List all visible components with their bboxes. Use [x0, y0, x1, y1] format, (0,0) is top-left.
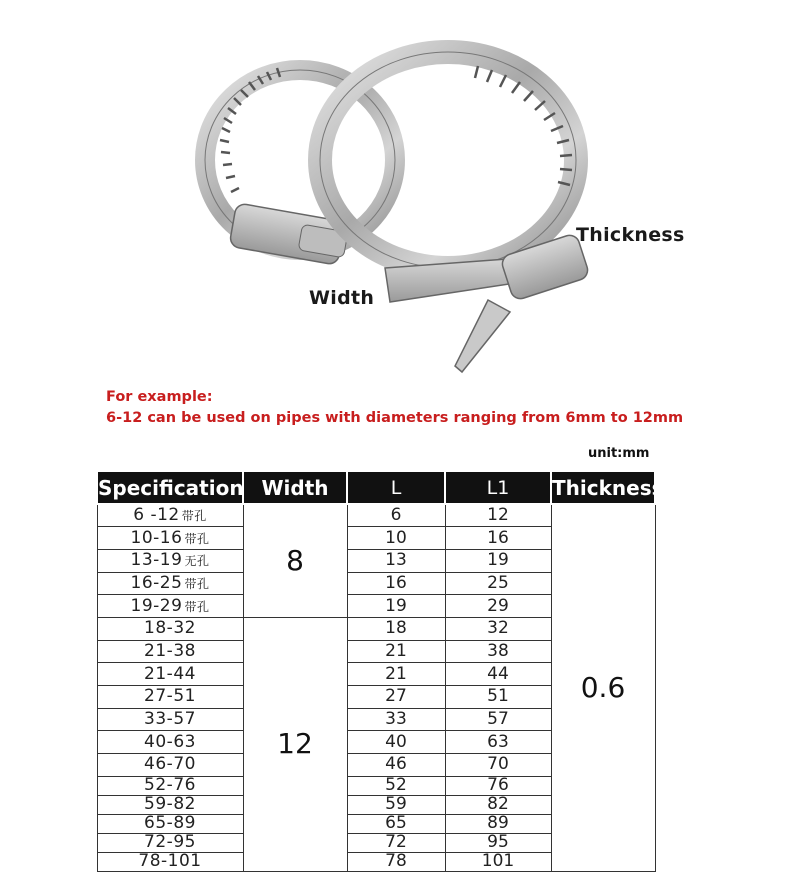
unit-label: unit:mm [588, 446, 650, 461]
width-value-12: 12 [243, 617, 347, 871]
header-width: Width [243, 471, 347, 504]
spec-cell: 6 -12 带孔 [97, 504, 243, 527]
l-cell: 6 [347, 504, 445, 527]
l-cell: 33 [347, 708, 445, 731]
clamp-tail [455, 300, 510, 372]
header-thickness: Thickness [551, 471, 655, 504]
spec-cell: 27-51 [97, 686, 243, 709]
l-cell: 18 [347, 617, 445, 640]
spec-cell: 19-29 带孔 [97, 595, 243, 618]
example-text: 6-12 can be used on pipes with diameters ranging from 6mm to 12mm [106, 410, 684, 426]
spec-cell: 59-82 [97, 795, 243, 814]
hose-clamp-photo [0, 0, 800, 380]
l-cell: 16 [347, 572, 445, 595]
example-heading: For example: [106, 389, 213, 405]
l1-cell: 25 [445, 572, 551, 595]
l-cell: 21 [347, 640, 445, 663]
l-cell: 21 [347, 663, 445, 686]
header-specification: Specification [97, 471, 243, 504]
l1-cell: 44 [445, 663, 551, 686]
l-cell: 19 [347, 595, 445, 618]
spec-cell: 78-101 [97, 852, 243, 871]
spec-cell: 33-57 [97, 708, 243, 731]
l-cell: 10 [347, 527, 445, 550]
l1-cell: 12 [445, 504, 551, 527]
l1-cell: 16 [445, 527, 551, 550]
l1-cell: 63 [445, 731, 551, 754]
spec-cell: 52-76 [97, 776, 243, 795]
width-value-8: 8 [243, 504, 347, 617]
l-cell: 52 [347, 776, 445, 795]
l-cell: 78 [347, 852, 445, 871]
l1-cell: 38 [445, 640, 551, 663]
spec-cell: 16-25 带孔 [97, 572, 243, 595]
spec-cell: 21-38 [97, 640, 243, 663]
l1-cell: 32 [445, 617, 551, 640]
l1-cell: 82 [445, 795, 551, 814]
l-cell: 65 [347, 814, 445, 833]
spec-table [96, 470, 664, 872]
width-label: Width [309, 287, 375, 309]
l1-cell: 51 [445, 686, 551, 709]
spec-cell: 72-95 [97, 833, 243, 852]
l-cell: 59 [347, 795, 445, 814]
l1-cell: 101 [445, 852, 551, 871]
thickness-label: Thickness [576, 224, 685, 246]
l1-cell: 89 [445, 814, 551, 833]
l1-cell: 76 [445, 776, 551, 795]
spec-cell: 40-63 [97, 731, 243, 754]
spec-cell: 13-19 无孔 [97, 549, 243, 572]
l1-cell: 19 [445, 549, 551, 572]
l1-cell: 57 [445, 708, 551, 731]
l-cell: 13 [347, 549, 445, 572]
right-clamp-band [320, 52, 576, 268]
spec-cell: 65-89 [97, 814, 243, 833]
header-l1: L1 [445, 471, 551, 504]
l-cell: 46 [347, 754, 445, 777]
l-cell: 72 [347, 833, 445, 852]
spec-cell: 46-70 [97, 754, 243, 777]
spec-cell: 21-44 [97, 663, 243, 686]
thickness-value: 0.6 [551, 504, 655, 871]
table-row [97, 504, 655, 527]
header-l: L [347, 471, 445, 504]
l1-cell: 29 [445, 595, 551, 618]
spec-cell: 18-32 [97, 617, 243, 640]
l-cell: 27 [347, 686, 445, 709]
spec-cell: 10-16 带孔 [97, 527, 243, 550]
l-cell: 40 [347, 731, 445, 754]
l1-cell: 95 [445, 833, 551, 852]
l1-cell: 70 [445, 754, 551, 777]
